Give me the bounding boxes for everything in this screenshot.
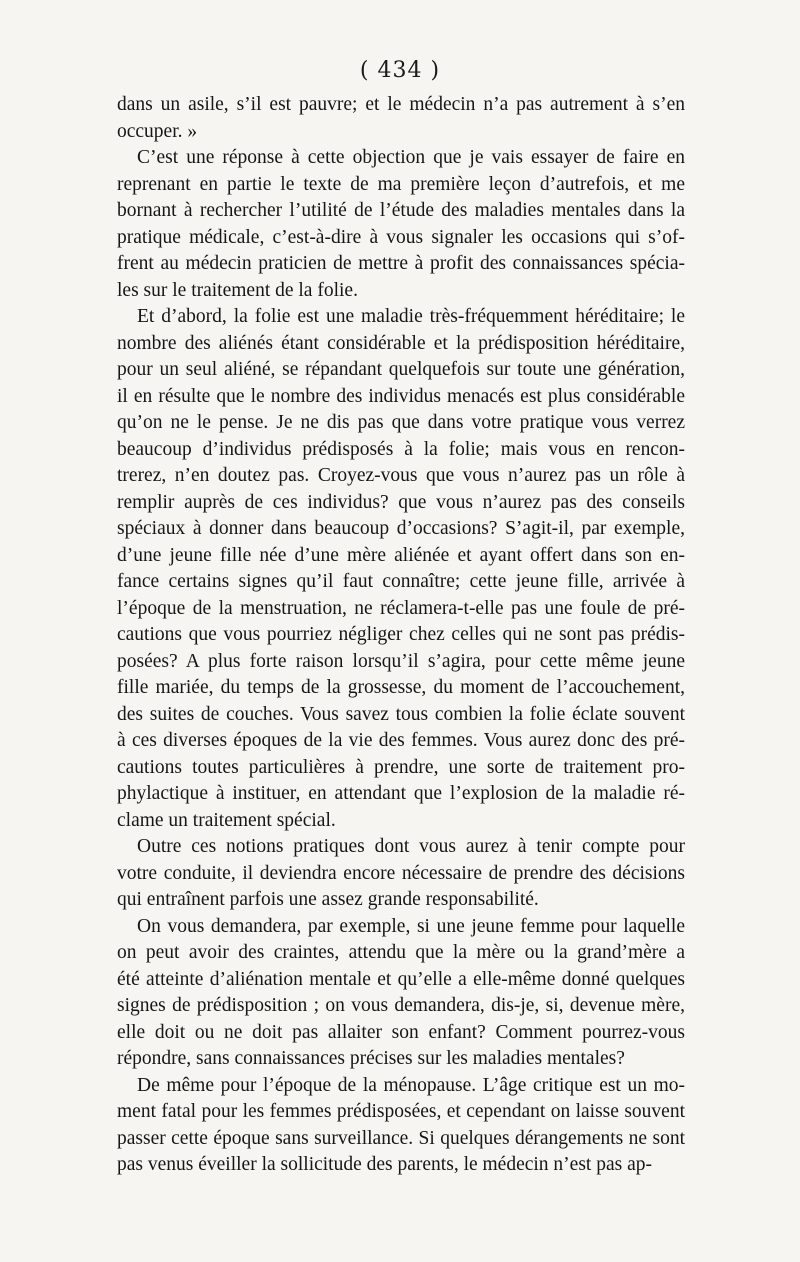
text-line: qui entraînent parfois une assez grande responsabilité.: [117, 889, 539, 910]
text-line: reprenant en partie le texte de ma première leçon d’autrefois, et me: [117, 173, 685, 195]
text-line: bornant à rechercher l’utilité de l’étude des maladies mentales dans la: [117, 200, 685, 221]
text-line: les sur le traitement de la folie.: [117, 279, 358, 301]
paragraph: [117, 304, 685, 834]
text-line: répondre, sans connaissances précises sur les maladies mentales?: [117, 1048, 625, 1069]
text-line: dans un asile, s’il est pauvre; et le médecin n’a pas autrement à s’en: [117, 94, 685, 115]
text-line: on peut avoir des craintes, attendu que la mère ou la grand’mère a: [117, 942, 685, 963]
text-line: ment fatal pour les femmes prédisposées, et cependant on laisse souvent: [117, 1101, 685, 1122]
text-line: signes de prédisposition ; on vous demandera, dis-je, si, devenue mère,: [117, 995, 685, 1016]
text-line: Et d’abord, la folie est une maladie très-fréquemment héréditaire; le: [137, 306, 685, 327]
text-line: C’est une réponse à cette objection que je vais essayer de faire en: [137, 147, 685, 168]
text-line: des suites de couches. Vous savez tous combien la folie éclate souvent: [117, 703, 685, 725]
text-line: cautions que vous pourriez négliger chez celles qui ne sont pas prédis-: [117, 624, 685, 645]
text-line: qu’on ne le pense. Je ne dis pas que dans votre pratique vous verrez: [117, 412, 685, 433]
text-line: pour un seul aliéné, se répandant quelquefois sur toute une génération,: [117, 359, 685, 380]
text-line: l’époque de la menstruation, ne réclamera-t-elle pas une foule de pré-: [117, 597, 685, 619]
paragraph: [117, 914, 685, 1073]
text-line: votre conduite, il deviendra encore nécessaire de prendre des décisions: [117, 862, 685, 884]
paragraph: [117, 1073, 685, 1179]
text-line: d’une jeune fille née d’une mère aliénée et ayant offert dans son en-: [117, 544, 685, 566]
text-line: à ces diverses époques de la vie des femmes. Vous aurez donc des pré-: [117, 730, 685, 751]
text-line: clame un traitement spécial.: [117, 809, 336, 831]
text-line: De même pour l’époque de la ménopause. L’âge critique est un mo-: [137, 1074, 685, 1096]
text-line: fance certains signes qu’il faut connaître; cette jeune fille, arrivée à: [117, 571, 685, 592]
text-line: pas venus éveiller la sollicitude des parents, le médecin n’est pas ap-: [117, 1154, 652, 1175]
text-line: elle doit ou ne doit pas allaiter son enfant? Comment pourrez-vous: [117, 1021, 685, 1043]
text-line: cautions toutes particulières à prendre, une sorte de traitement pro-: [117, 756, 685, 778]
paragraph: [117, 834, 685, 914]
text-line: On vous demandera, par exemple, si une jeune femme pour laquelle: [137, 915, 685, 937]
text-line: Outre ces notions pratiques dont vous aurez à tenir compte pour: [137, 836, 685, 857]
text-line: fille mariée, du temps de la grossesse, du moment de l’accouchement,: [117, 677, 685, 698]
page-number: ( 434 ): [359, 58, 441, 83]
text-line: spéciaux à donner dans beaucoup d’occasions? S’agit-il, par exemple,: [117, 518, 685, 539]
text-line: posées? A plus forte raison lorsqu’il s’agira, pour cette même jeune: [117, 650, 685, 672]
paragraph: [117, 92, 685, 145]
text-line: trerez, n’en doutez pas. Croyez-vous que vous n’aurez pas un rôle à: [117, 465, 685, 486]
text-line: passer cette époque sans surveillance. Si quelques dérangements ne sont: [117, 1127, 685, 1149]
text-line: pratique médicale, c’est-à-dire à vous signaler les occasions qui s’of-: [117, 226, 685, 248]
body-text: [117, 92, 685, 1179]
paragraph: [117, 145, 685, 304]
text-line: il en résulte que le nombre des individus menacés est plus considérable: [117, 385, 685, 407]
text-line: occuper. »: [117, 120, 198, 142]
text-line: été atteinte d’aliénation mentale et qu’elle a elle-même donné quelques: [117, 968, 685, 990]
text-line: phylactique à instituer, en attendant que l’explosion de la maladie ré-: [117, 783, 685, 804]
text-line: frent au médecin praticien de mettre à profit des connaissances spécia-: [117, 253, 685, 274]
text-line: nombre des aliénés étant considérable et la prédisposition héréditaire,: [117, 332, 685, 354]
text-line: beaucoup d’individus prédisposés à la folie; mais vous en rencon-: [117, 438, 685, 460]
text-line: remplir auprès de ces individus? que vous n’aurez pas des conseils: [117, 491, 685, 513]
